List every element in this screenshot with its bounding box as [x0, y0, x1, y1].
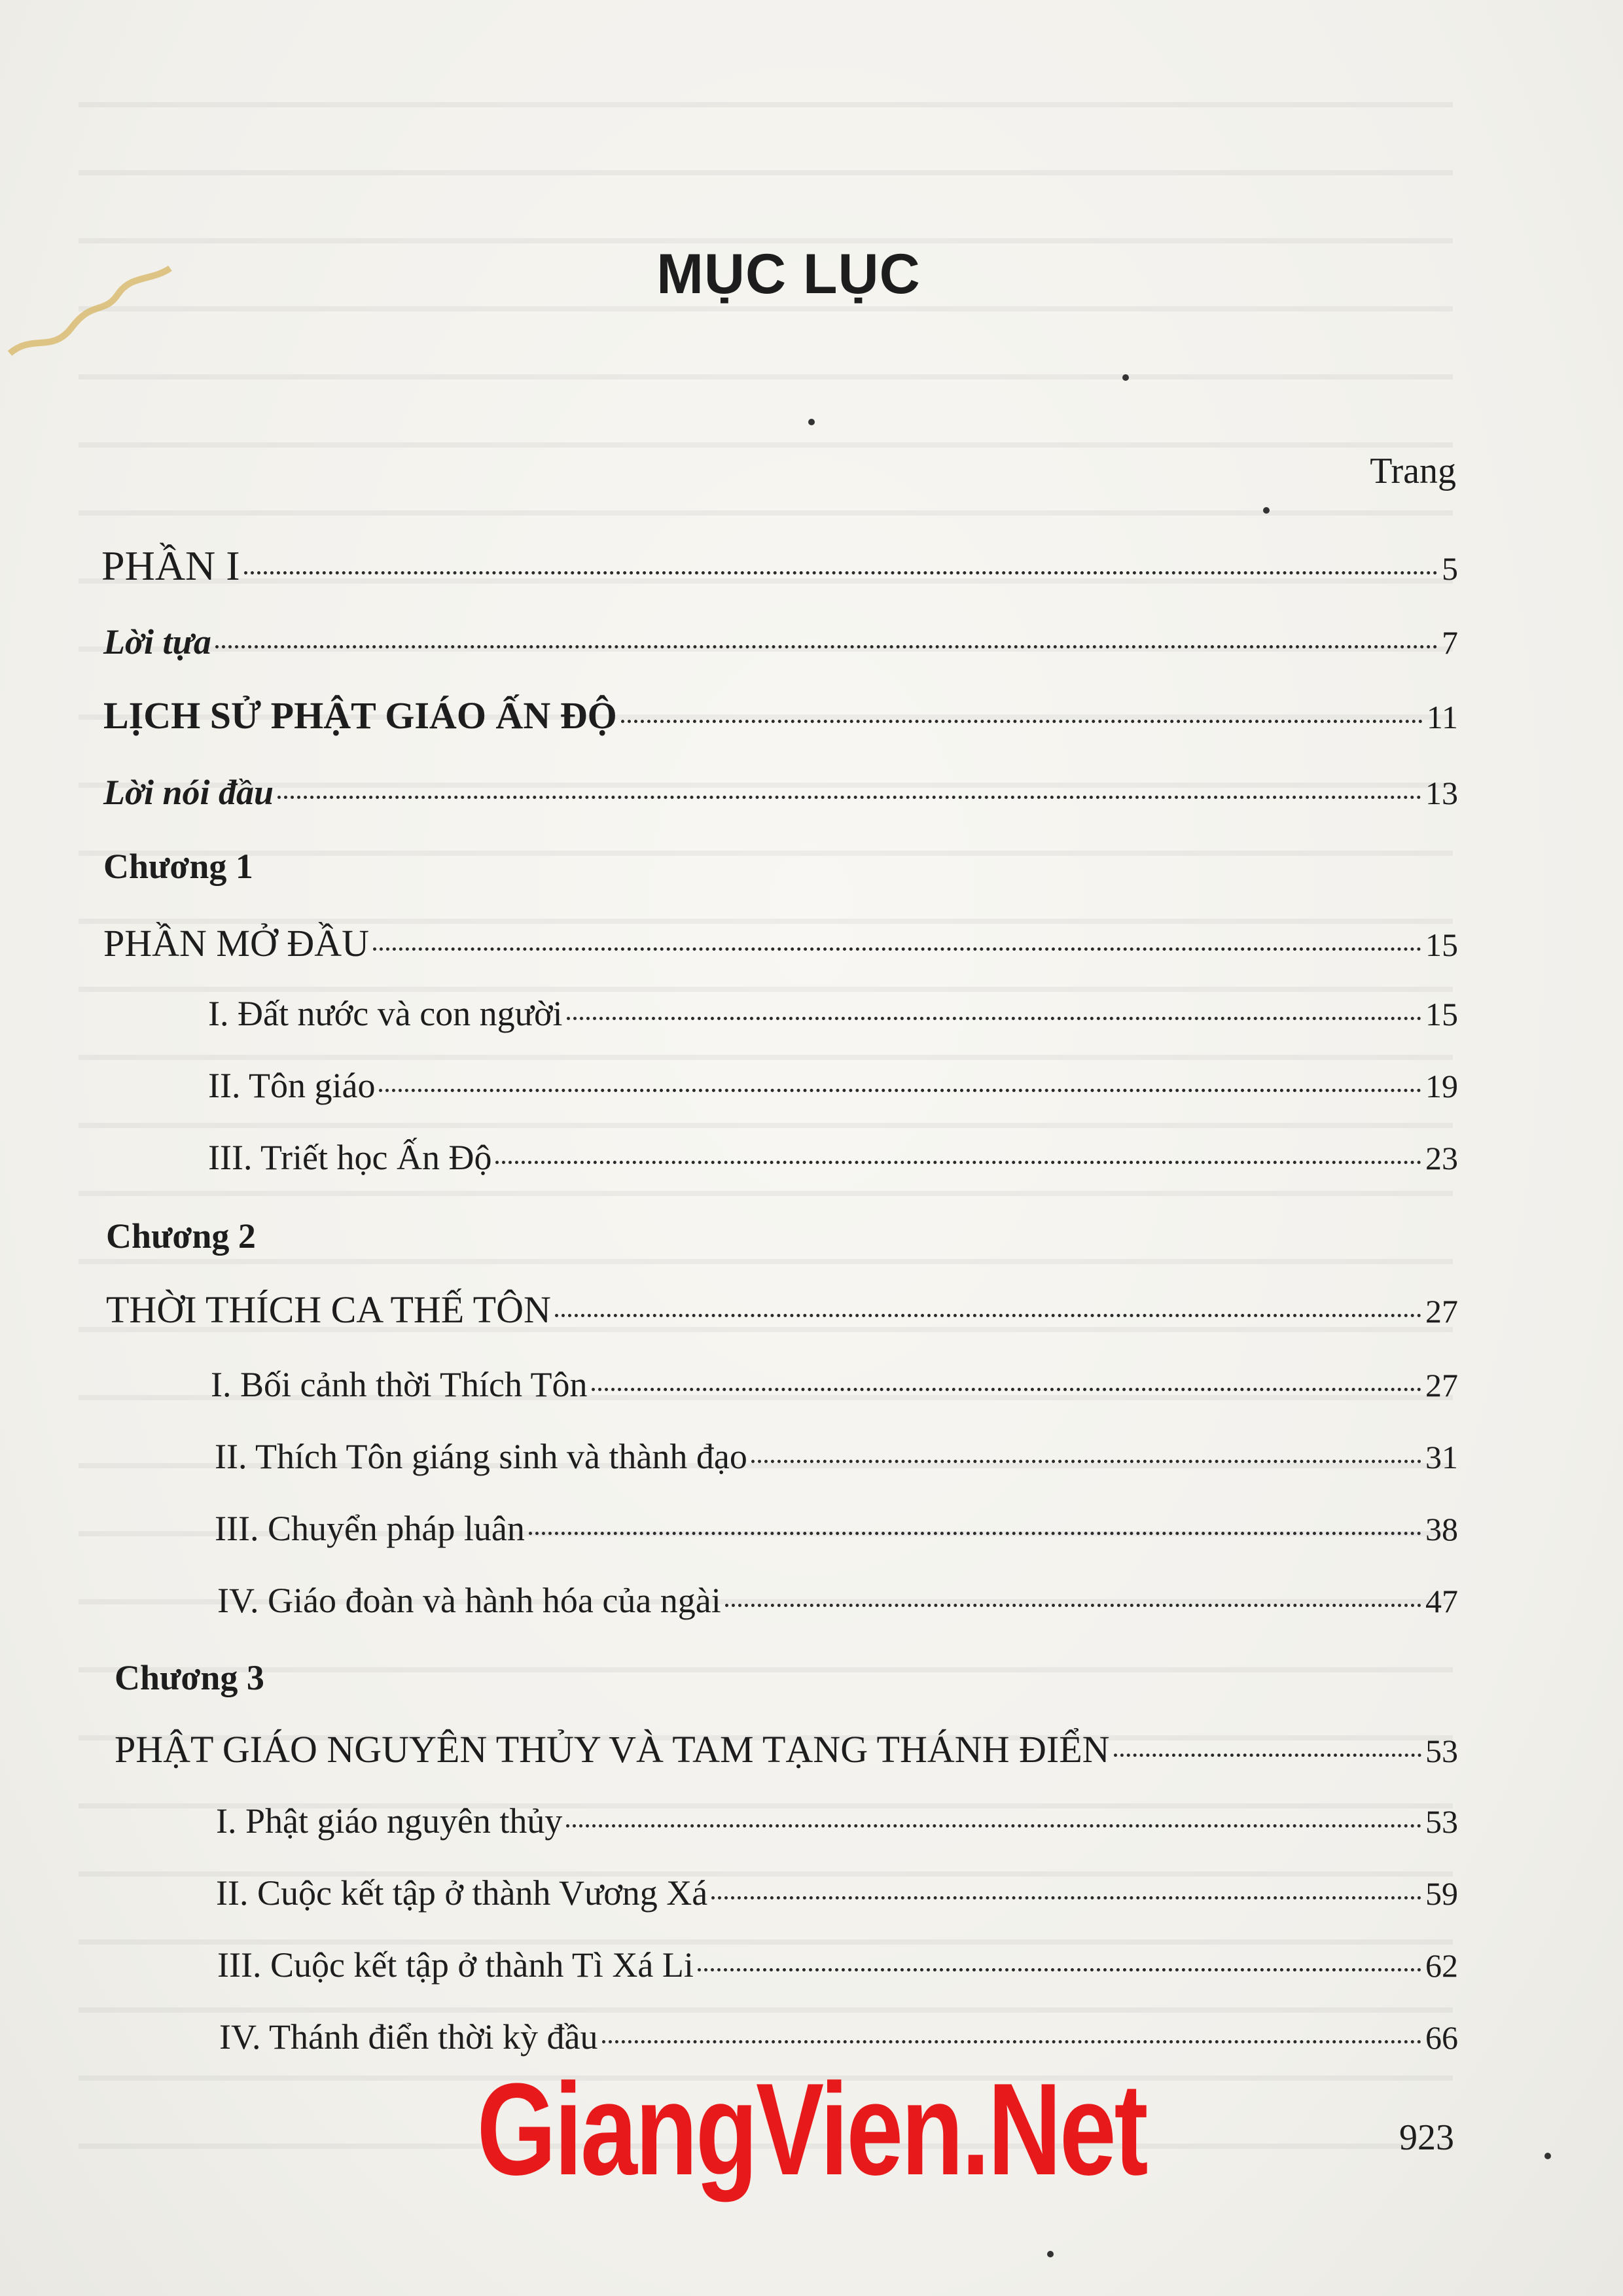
dot-leader — [1114, 1754, 1421, 1757]
toc-entry — [208, 1137, 1458, 1178]
dot-leader — [751, 1460, 1421, 1463]
dust-speck — [1544, 2153, 1551, 2159]
toc-entry — [103, 622, 1458, 662]
toc-entry — [103, 772, 1458, 813]
toc-entry-label: I. Bối cảnh thời Thích Tôn — [211, 1365, 588, 1404]
toc-entry-page: 53 — [1425, 1733, 1458, 1769]
toc-entry-page: 15 — [1425, 996, 1458, 1033]
toc-entry-page: 47 — [1425, 1583, 1458, 1619]
toc-entry-page: 59 — [1425, 1875, 1458, 1912]
dot-leader — [244, 571, 1438, 574]
toc-entry-label: I. Phật giáo nguyên thủy — [216, 1801, 563, 1841]
toc-entry — [208, 1065, 1458, 1106]
toc-entry-label: THỜI THÍCH CA THẾ TÔN — [106, 1288, 551, 1331]
toc-entry-page: 27 — [1425, 1293, 1458, 1330]
dot-leader — [215, 645, 1438, 648]
toc-entry-page: 23 — [1425, 1140, 1458, 1176]
dot-leader — [379, 1089, 1421, 1092]
toc-entry — [217, 1580, 1458, 1621]
toc-entry — [208, 993, 1458, 1034]
toc-entry — [219, 2017, 1458, 2057]
toc-entry-label: LỊCH SỬ PHẬT GIÁO ẤN ĐỘ — [103, 694, 617, 737]
dot-leader — [373, 947, 1421, 951]
toc-entry-label: III. Chuyển pháp luân — [215, 1509, 525, 1548]
toc-entry — [103, 921, 1458, 965]
toc-entry-label: II. Cuộc kết tập ở thành Vương Xá — [216, 1873, 708, 1913]
dot-leader — [529, 1532, 1421, 1535]
toc-entry — [211, 1364, 1458, 1405]
dot-leader — [711, 1896, 1421, 1899]
chapter-heading: Chương 1 — [103, 847, 253, 886]
toc-entry-page: 11 — [1426, 699, 1458, 735]
dot-leader — [567, 1017, 1421, 1020]
toc-entry — [217, 1945, 1458, 1985]
dust-speck — [1122, 374, 1129, 381]
chapter-heading: Chương 2 — [106, 1216, 256, 1256]
toc-entry-label: Lời nói đầu — [103, 773, 274, 812]
dot-leader — [555, 1314, 1421, 1317]
toc-entry — [216, 1801, 1458, 1841]
toc-entry — [101, 542, 1458, 590]
dot-leader — [698, 1968, 1421, 1971]
toc-entry-page: 53 — [1425, 1803, 1458, 1840]
toc-entry-label: II. Tôn giáo — [208, 1066, 376, 1105]
toc-entry-label: II. Thích Tôn giáng sinh và thành đạo — [215, 1437, 747, 1476]
dot-leader — [566, 1824, 1421, 1828]
dot-leader — [592, 1388, 1422, 1391]
toc-entry-page: 13 — [1425, 775, 1458, 811]
toc-entry-page: 27 — [1425, 1367, 1458, 1404]
toc-entry-page: 19 — [1425, 1068, 1458, 1104]
toc-entry-page: 7 — [1442, 624, 1458, 661]
dust-speck — [808, 419, 815, 425]
dust-speck — [1263, 507, 1270, 514]
toc-entry-page: 31 — [1425, 1439, 1458, 1475]
toc-entry-page: 38 — [1425, 1511, 1458, 1547]
page-number: 923 — [1399, 2117, 1454, 2158]
toc-entry-label: IV. Giáo đoàn và hành hóa của ngài — [217, 1581, 721, 1620]
toc-entry — [103, 694, 1458, 737]
toc-entry-label: PHẦN I — [101, 542, 240, 589]
watermark-logo: GiangVien.Net — [476, 2057, 1147, 2202]
toc-entry — [215, 1436, 1458, 1477]
page-title: MỤC LỤC — [656, 243, 921, 306]
dot-leader — [602, 2040, 1422, 2043]
toc-entry-label: Lời tựa — [103, 622, 211, 662]
toc-entry — [106, 1288, 1458, 1332]
chapter-heading: Chương 3 — [115, 1658, 264, 1697]
toc-entry — [216, 1873, 1458, 1913]
toc-entry-page: 15 — [1425, 927, 1458, 963]
toc-entry-page: 5 — [1442, 550, 1458, 587]
toc-entry-label: I. Đất nước và con người — [208, 994, 563, 1033]
dot-leader — [725, 1604, 1421, 1607]
toc-entry-page: 62 — [1425, 1947, 1458, 1984]
dot-leader — [621, 720, 1423, 723]
toc-entry-label: III. Cuộc kết tập ở thành Tì Xá Li — [217, 1945, 694, 1985]
dot-leader — [277, 796, 1421, 799]
toc-entry-page: 66 — [1425, 2019, 1458, 2056]
dust-speck — [1047, 2251, 1054, 2257]
page-column-header: Trang — [1370, 451, 1456, 491]
dot-leader — [495, 1161, 1421, 1164]
toc-entry — [115, 1727, 1458, 1771]
toc-entry-label: IV. Thánh điển thời kỳ đầu — [219, 2017, 598, 2057]
toc-entry-label: PHẦN MỞ ĐẦU — [103, 922, 370, 964]
toc-entry-label: PHẬT GIÁO NGUYÊN THỦY VÀ TAM TẠNG THÁNH ĐIỂN — [115, 1728, 1110, 1771]
toc-entry-label: III. Triết học Ấn Độ — [208, 1138, 492, 1177]
toc-entry — [215, 1508, 1458, 1549]
